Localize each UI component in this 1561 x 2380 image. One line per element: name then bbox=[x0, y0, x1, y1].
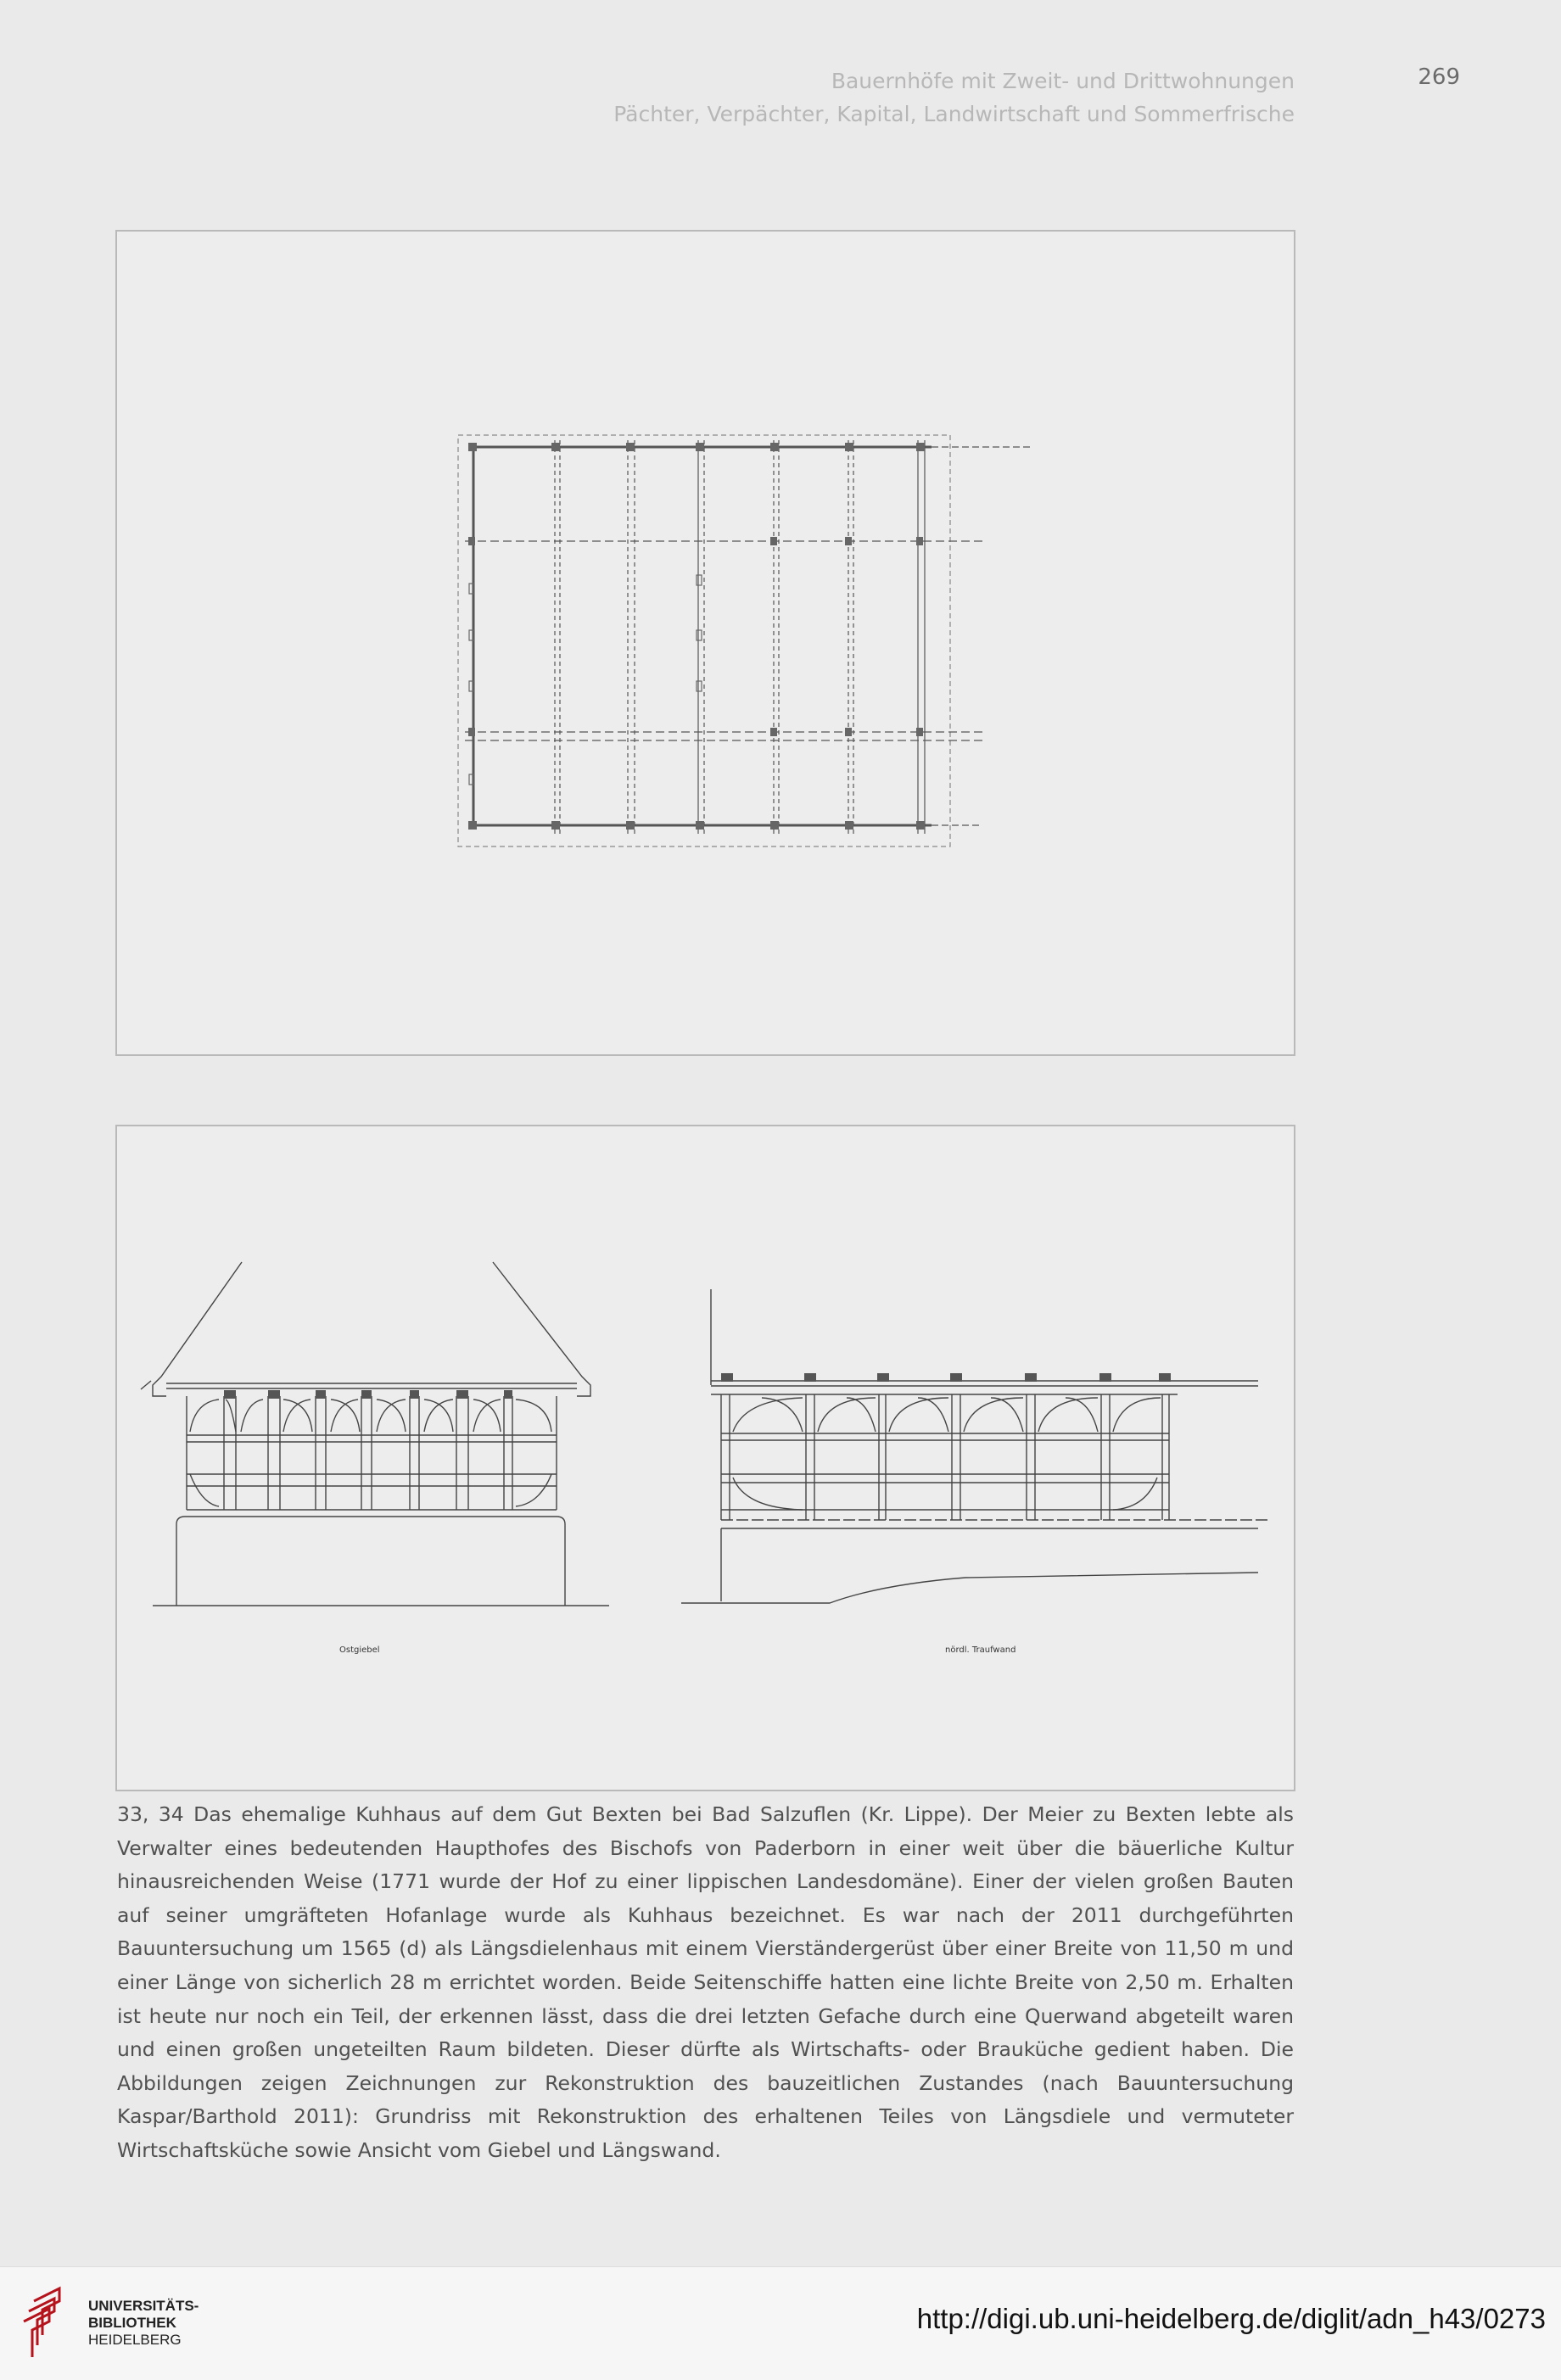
library-name bbox=[88, 2298, 199, 2349]
running-head bbox=[613, 64, 1295, 131]
running-title-line2: Pächter, Verpächter, Kapital, Landwirtschaft und Sommerfrische bbox=[613, 102, 1295, 126]
east-gable-label: Ostgiebel bbox=[339, 1645, 380, 1655]
elevations-drawing bbox=[117, 1126, 1294, 1790]
north-eaves-wall-label: nördl. Traufwand bbox=[945, 1645, 1016, 1655]
footer-bar bbox=[0, 2266, 1561, 2380]
library-name-line2: BIBLIOTHEK bbox=[88, 2315, 176, 2331]
library-name-line3: HEIDELBERG bbox=[88, 2332, 182, 2348]
running-title-line1: Bauernhöfe mit Zweit- und Drittwohnungen bbox=[831, 69, 1295, 93]
elevations-figure bbox=[115, 1125, 1295, 1791]
floor-plan-figure bbox=[115, 230, 1295, 1056]
page-number: 269 bbox=[1418, 64, 1460, 90]
library-name-line1: UNIVERSITÄTS- bbox=[88, 2298, 199, 2314]
library-logo-icon bbox=[17, 2284, 81, 2366]
permalink-url[interactable]: http://digi.ub.uni-heidelberg.de/diglit/adn_h43/0273 bbox=[916, 2303, 1546, 2334]
floor-plan-drawing bbox=[117, 232, 1294, 1054]
figure-caption: 33, 34 Das ehemalige Kuhhaus auf dem Gut Bexten bei Bad Salzuflen (Kr. Lippe). Der Meier zu Bexten lebte als Verwalter eines bedeutenden Haupthofes des Bischofs von Paderborn in einer weit über die bäuerliche Kultur hinausreichenden Weise (1771 wurde der Hof zu einer lippischen Landesdomäne). Einer der vielen großen Bauten auf seiner umgräfteten Hofanlage wurde als Kuhhaus bezeichnet. Es war nach der 2011 durchgeführten Bauuntersuchung um 1565 (d) als Längsdielenhaus mit einem Vierständergerüst über einer Breite von 11,50 m und einer Länge von sicherlich 28 m errichtet worden. Beide Seitenschiffe hatten eine lichte Breite von 2,50 m. Erhalten ist heute nur noch ein Teil, der erkennen lässt, dass die drei letzten Gefache durch eine Querwand abgeteilt waren und einen großen ungeteilten Raum bildeten. Dieser dürfte als Wirtschafts- oder Brauküche gedient haben. Die Abbildungen zeigen Zeichnungen zur Rekonstruktion des bauzeitlichen Zustandes (nach Bauuntersuchung Kaspar/Barthold 2011): Grundriss mit Rekonstruktion des erhaltenen Teiles von Längsdiele und vermuteter Wirtschaftsküche sowie Ansicht vom Giebel und Längswand. bbox=[117, 1802, 1294, 2162]
